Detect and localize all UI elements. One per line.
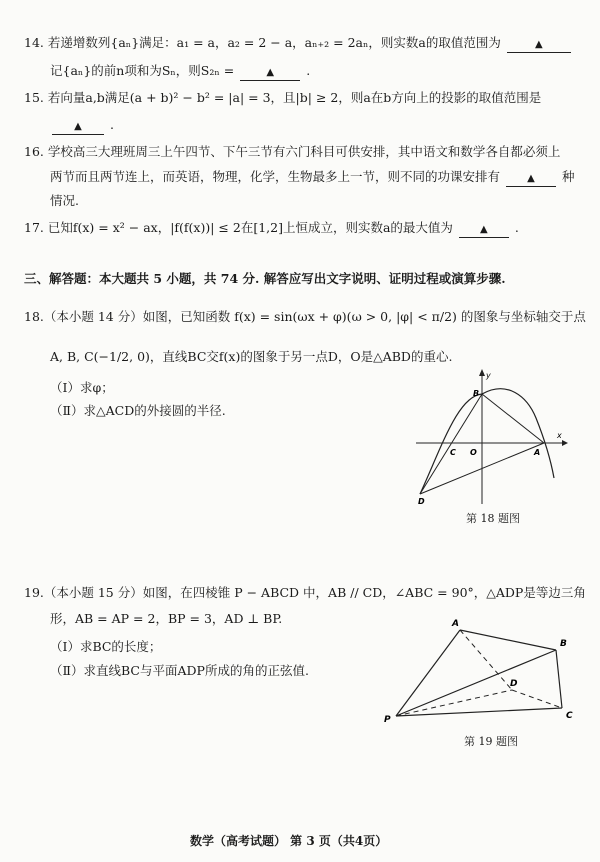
q14-line2-text: 记{aₙ}的前n项和为Sₙ，则S₂ₙ = [50, 63, 235, 78]
page-footer: 数学（高考试题） 第 3 页（共4页） [190, 834, 388, 848]
q19-part2 [50, 662, 309, 680]
section3-heading [24, 270, 506, 288]
q19-part1-text: （Ⅰ）求BC的长度； [50, 639, 162, 654]
q18-label-O: O [470, 448, 477, 457]
q19-line2 [50, 610, 282, 628]
q14-line2 [50, 62, 310, 81]
q16-number: 16. [24, 144, 44, 159]
q14-line1 [24, 34, 573, 53]
q17-number: 17. [24, 220, 44, 235]
q16-line2-text: 两节而且两节连上，而英语，物理，化学，生物最多上一节，则不同的功课安排有 [50, 169, 501, 184]
q15-line2-end: . [109, 117, 114, 132]
q16-line3-text: 情况. [50, 193, 79, 208]
q19-figure [380, 612, 580, 730]
q19-edge-DC [512, 690, 562, 708]
q18-label-A: A [534, 448, 541, 457]
q19-line1 [24, 584, 586, 602]
q18-x-axis-arrow [562, 440, 568, 446]
q16-line3 [50, 192, 79, 210]
q19-edge-PD [396, 690, 512, 716]
q19-label-P: P [384, 715, 391, 725]
q18-line-BD [420, 394, 482, 494]
q14-answer-blank-2: ▲ [240, 66, 300, 81]
q16-line2 [50, 168, 575, 187]
q18-label-B: B [473, 389, 480, 398]
q16-line1 [24, 143, 560, 161]
q18-text: 18.（本小题 14 分）如图，已知函数 f(x) = sin(ωx + φ)(ω > 0, |φ| < π/2) 的图象与坐标轴交于点 [24, 309, 586, 324]
q17-line1 [24, 219, 519, 238]
q19-figure-caption: 第 19 题图 [464, 735, 518, 748]
q18-part1 [50, 379, 114, 397]
q18-label-C: C [450, 448, 456, 457]
q15-line1 [24, 89, 541, 107]
q18-part2-text: （Ⅱ）求△ACD的外接圆的半径. [50, 403, 226, 418]
q18-y-axis-arrow [479, 369, 485, 376]
q19-label-C: C [566, 711, 573, 721]
q18-label-x: x [557, 431, 562, 440]
q16-line2-end: 种 [561, 169, 575, 184]
q15-number: 15. [24, 90, 44, 105]
q19-label-A: A [452, 619, 459, 629]
q19-text: 19.（本小题 15 分）如图，在四棱锥 P − ABCD 中，AB // CD，∠ABC = 90°，△ADP是等边三角 [24, 585, 586, 600]
q17-answer-blank: ▲ [459, 223, 509, 238]
q18-figure [412, 366, 572, 506]
q15-line2 [50, 116, 114, 135]
q19-label-B: B [560, 639, 567, 649]
q19-edge-BC [556, 650, 562, 708]
q14-number: 14. [24, 35, 44, 50]
q14-answer-blank-1: ▲ [507, 38, 571, 53]
q18-sine-curve [420, 389, 554, 494]
q18-part1-text: （Ⅰ）求φ； [50, 380, 114, 395]
q17-line1-end: . [514, 220, 519, 235]
q14-text: 若递增数列{aₙ}满足：a₁ = a，a₂ = 2 − a，aₙ₊₂ = 2aₙ，则实数a的取值范围为 [47, 35, 501, 50]
q19-part1 [50, 638, 161, 656]
q18-line1 [24, 308, 586, 326]
q18-figure-caption: 第 18 题图 [466, 512, 520, 525]
q18-line2-text: A, B, C(−1/2, 0)，直线BC交f(x)的图象于另一点D，O是△ABD的重心. [50, 349, 453, 364]
q15-answer-blank: ▲ [52, 120, 104, 135]
q18-line-BA [482, 394, 544, 443]
q19-part2-text: （Ⅱ）求直线BC与平面ADP所成的角的正弦值. [50, 663, 309, 678]
q19-line2-text: 形，AB = AP = 2，BP = 3，AD ⊥ BP. [50, 611, 283, 626]
section3-title: 三、解答题：本大题共 5 小题，共 74 分. 解答应写出文字说明、证明过程或演算步骤. [24, 271, 506, 286]
q14-line2-end: . [306, 63, 311, 78]
q19-label-D: D [510, 679, 518, 689]
q16-text: 学校高三大理班周三上午四节、下午三节有六门科目可供安排，其中语文和数学各自都必须上 [47, 144, 561, 159]
q18-line2 [50, 348, 452, 366]
q18-label-D: D [418, 497, 425, 506]
q18-label-y: y [486, 371, 491, 380]
q19-edge-PC [396, 708, 562, 716]
q16-answer-blank: ▲ [506, 172, 556, 187]
q15-text: 若向量a,b满足(a + b)² − b² = |a| = 3，且|b| ≥ 2，则a在b方向上的投影的取值范围是 [47, 90, 542, 105]
q17-text: 已知f(x) = x² − ax，|f(f(x))| ≤ 2在[1,2]上恒成立，则实数a的最大值为 [47, 220, 453, 235]
q18-part2 [50, 402, 226, 420]
